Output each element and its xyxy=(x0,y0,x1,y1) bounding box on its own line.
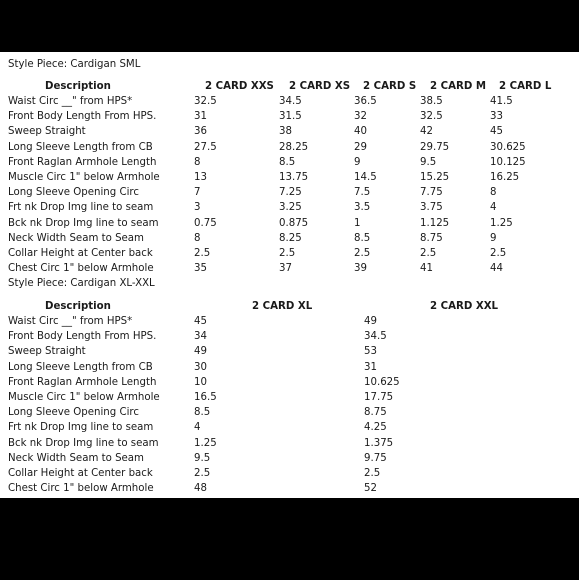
column-header-size: 2 CARD XXL xyxy=(430,301,499,312)
measurement-cell: 9.5 xyxy=(194,452,211,464)
measurement-cell: 49 xyxy=(194,346,207,358)
measurement-cell: 52 xyxy=(364,483,377,495)
column-header-size: 2 CARD XXS xyxy=(205,81,274,92)
measurement-cell: 48 xyxy=(194,483,207,495)
spec-sheet xyxy=(0,52,579,498)
column-header-size: 2 CARD XL xyxy=(252,301,313,312)
measurement-cell: 32.5 xyxy=(194,96,217,107)
row-description: Bck nk Drop Img line to seam xyxy=(8,437,159,449)
row-description: Long Sleeve Length from CB xyxy=(8,361,153,373)
row-description: Muscle Circ 1" below Armhole xyxy=(8,172,160,183)
measurement-cell: 45 xyxy=(490,126,503,138)
measurement-cell: 31 xyxy=(194,111,207,123)
measurement-cell: 8 xyxy=(194,232,201,244)
row-description: Neck Width Seam to Seam xyxy=(8,452,144,464)
row-description: Front Body Length From HPS. xyxy=(8,111,157,123)
row-description: Front Raglan Armhole Length xyxy=(8,156,157,168)
measurement-cell: 10 xyxy=(194,376,207,388)
measurement-cell: 4 xyxy=(490,202,497,214)
measurement-cell: 7.5 xyxy=(354,187,371,199)
row-description: Muscle Circ 1" below Armhole xyxy=(8,392,160,403)
row-description: Chest Circ 1" below Armhole xyxy=(8,263,154,275)
measurement-cell: 1.25 xyxy=(194,437,217,449)
measurement-cell: 2.5 xyxy=(364,468,381,479)
measurement-cell: 2.5 xyxy=(194,248,211,259)
measurement-cell: 32.5 xyxy=(420,111,443,123)
measurement-cell: 8.5 xyxy=(194,407,211,419)
measurement-cell: 2.5 xyxy=(279,248,296,259)
row-description: Long Sleeve Length from CB xyxy=(8,141,153,153)
row-description: Long Sleeve Opening Circ xyxy=(8,407,139,419)
measurement-cell: 34.5 xyxy=(279,96,302,107)
measurement-cell: 17.75 xyxy=(364,392,394,403)
measurement-cell: 8 xyxy=(194,156,201,168)
style-piece-sml-label: Style Piece: Cardigan SML xyxy=(8,59,141,70)
measurement-cell: 8.5 xyxy=(354,232,371,244)
measurement-cell: 2.5 xyxy=(194,468,211,479)
measurement-cell: 3.25 xyxy=(279,202,302,214)
row-description: Bck nk Drop Img line to seam xyxy=(8,217,159,229)
measurement-cell: 36 xyxy=(194,126,207,138)
column-header-size: 2 CARD XS xyxy=(289,81,351,92)
row-description: Chest Circ 1" below Armhole xyxy=(8,483,154,495)
measurement-cell: 30.625 xyxy=(490,141,526,153)
measurement-cell: 34.5 xyxy=(364,331,387,343)
measurement-cell: 0.875 xyxy=(279,217,309,229)
measurement-cell: 38 xyxy=(279,126,292,138)
row-description: Waist Circ __" from HPS* xyxy=(8,316,133,327)
measurement-cell: 38.5 xyxy=(420,96,443,107)
measurement-cell: 31.5 xyxy=(279,111,302,123)
measurement-cell: 9 xyxy=(354,156,361,168)
measurement-cell: 1.25 xyxy=(490,217,513,229)
measurement-cell: 9.5 xyxy=(420,156,437,168)
measurement-cell: 30 xyxy=(194,361,207,373)
measurement-cell: 29 xyxy=(354,141,367,153)
measurement-cell: 45 xyxy=(194,316,207,327)
column-header-description: Description xyxy=(45,301,111,312)
measurement-cell: 7.25 xyxy=(279,187,302,199)
row-description: Collar Height at Center back xyxy=(8,468,153,479)
measurement-cell: 29.75 xyxy=(420,141,450,153)
measurement-cell: 14.5 xyxy=(354,172,377,183)
measurement-cell: 13.75 xyxy=(279,172,309,183)
measurement-cell: 10.125 xyxy=(490,156,526,168)
measurement-cell: 10.625 xyxy=(364,376,400,388)
row-description: Neck Width Seam to Seam xyxy=(8,232,144,244)
measurement-cell: 2.5 xyxy=(490,248,507,259)
measurement-cell: 2.5 xyxy=(354,248,371,259)
measurement-cell: 8.25 xyxy=(279,232,302,244)
row-description: Frt nk Drop Img line to seam xyxy=(8,422,154,434)
measurement-cell: 2.5 xyxy=(420,248,437,259)
measurement-cell: 31 xyxy=(364,361,377,373)
measurement-cell: 4 xyxy=(194,422,201,434)
row-description: Waist Circ __" from HPS* xyxy=(8,96,133,107)
measurement-cell: 44 xyxy=(490,263,503,275)
measurement-cell: 0.75 xyxy=(194,217,217,229)
measurement-cell: 32 xyxy=(354,111,367,123)
row-description: Frt nk Drop Img line to seam xyxy=(8,202,154,214)
measurement-cell: 1.125 xyxy=(420,217,450,229)
measurement-cell: 13 xyxy=(194,172,207,183)
row-description: Sweep Straight xyxy=(8,346,86,358)
measurement-cell: 8.75 xyxy=(420,232,443,244)
measurement-cell: 8 xyxy=(490,187,497,199)
measurement-cell: 7 xyxy=(194,187,201,199)
measurement-cell: 1 xyxy=(354,217,361,229)
row-description: Front Raglan Armhole Length xyxy=(8,376,157,388)
measurement-cell: 1.375 xyxy=(364,437,394,449)
column-header-description: Description xyxy=(45,81,111,92)
measurement-cell: 41.5 xyxy=(490,96,513,107)
measurement-cell: 39 xyxy=(354,263,367,275)
measurement-cell: 8.5 xyxy=(279,156,296,168)
measurement-cell: 4.25 xyxy=(364,422,387,434)
measurement-cell: 53 xyxy=(364,346,377,358)
measurement-cell: 36.5 xyxy=(354,96,377,107)
measurement-cell: 40 xyxy=(354,126,367,138)
measurement-cell: 3.75 xyxy=(420,202,443,214)
measurement-cell: 49 xyxy=(364,316,377,327)
style-piece-xl-label: Style Piece: Cardigan XL-XXL xyxy=(8,278,155,289)
measurement-cell: 28.25 xyxy=(279,141,309,153)
measurement-cell: 8.75 xyxy=(364,407,387,419)
column-header-size: 2 CARD S xyxy=(363,81,417,92)
measurement-cell: 37 xyxy=(279,263,292,275)
measurement-cell: 3.5 xyxy=(354,202,371,214)
measurement-cell: 33 xyxy=(490,111,503,123)
measurement-cell: 41 xyxy=(420,263,433,275)
measurement-cell: 16.5 xyxy=(194,392,217,403)
measurement-cell: 27.5 xyxy=(194,141,217,153)
row-description: Sweep Straight xyxy=(8,126,86,138)
row-description: Collar Height at Center back xyxy=(8,248,153,259)
measurement-cell: 42 xyxy=(420,126,433,138)
row-description: Long Sleeve Opening Circ xyxy=(8,187,139,199)
measurement-cell: 7.75 xyxy=(420,187,443,199)
measurement-cell: 15.25 xyxy=(420,172,450,183)
measurement-cell: 34 xyxy=(194,331,207,343)
measurement-cell: 3 xyxy=(194,202,201,214)
column-header-size: 2 CARD L xyxy=(499,81,552,92)
row-description: Front Body Length From HPS. xyxy=(8,331,157,343)
measurement-cell: 9 xyxy=(490,232,497,244)
measurement-cell: 16.25 xyxy=(490,172,520,183)
measurement-cell: 9.75 xyxy=(364,452,387,464)
measurement-cell: 35 xyxy=(194,263,207,275)
column-header-size: 2 CARD M xyxy=(430,81,486,92)
